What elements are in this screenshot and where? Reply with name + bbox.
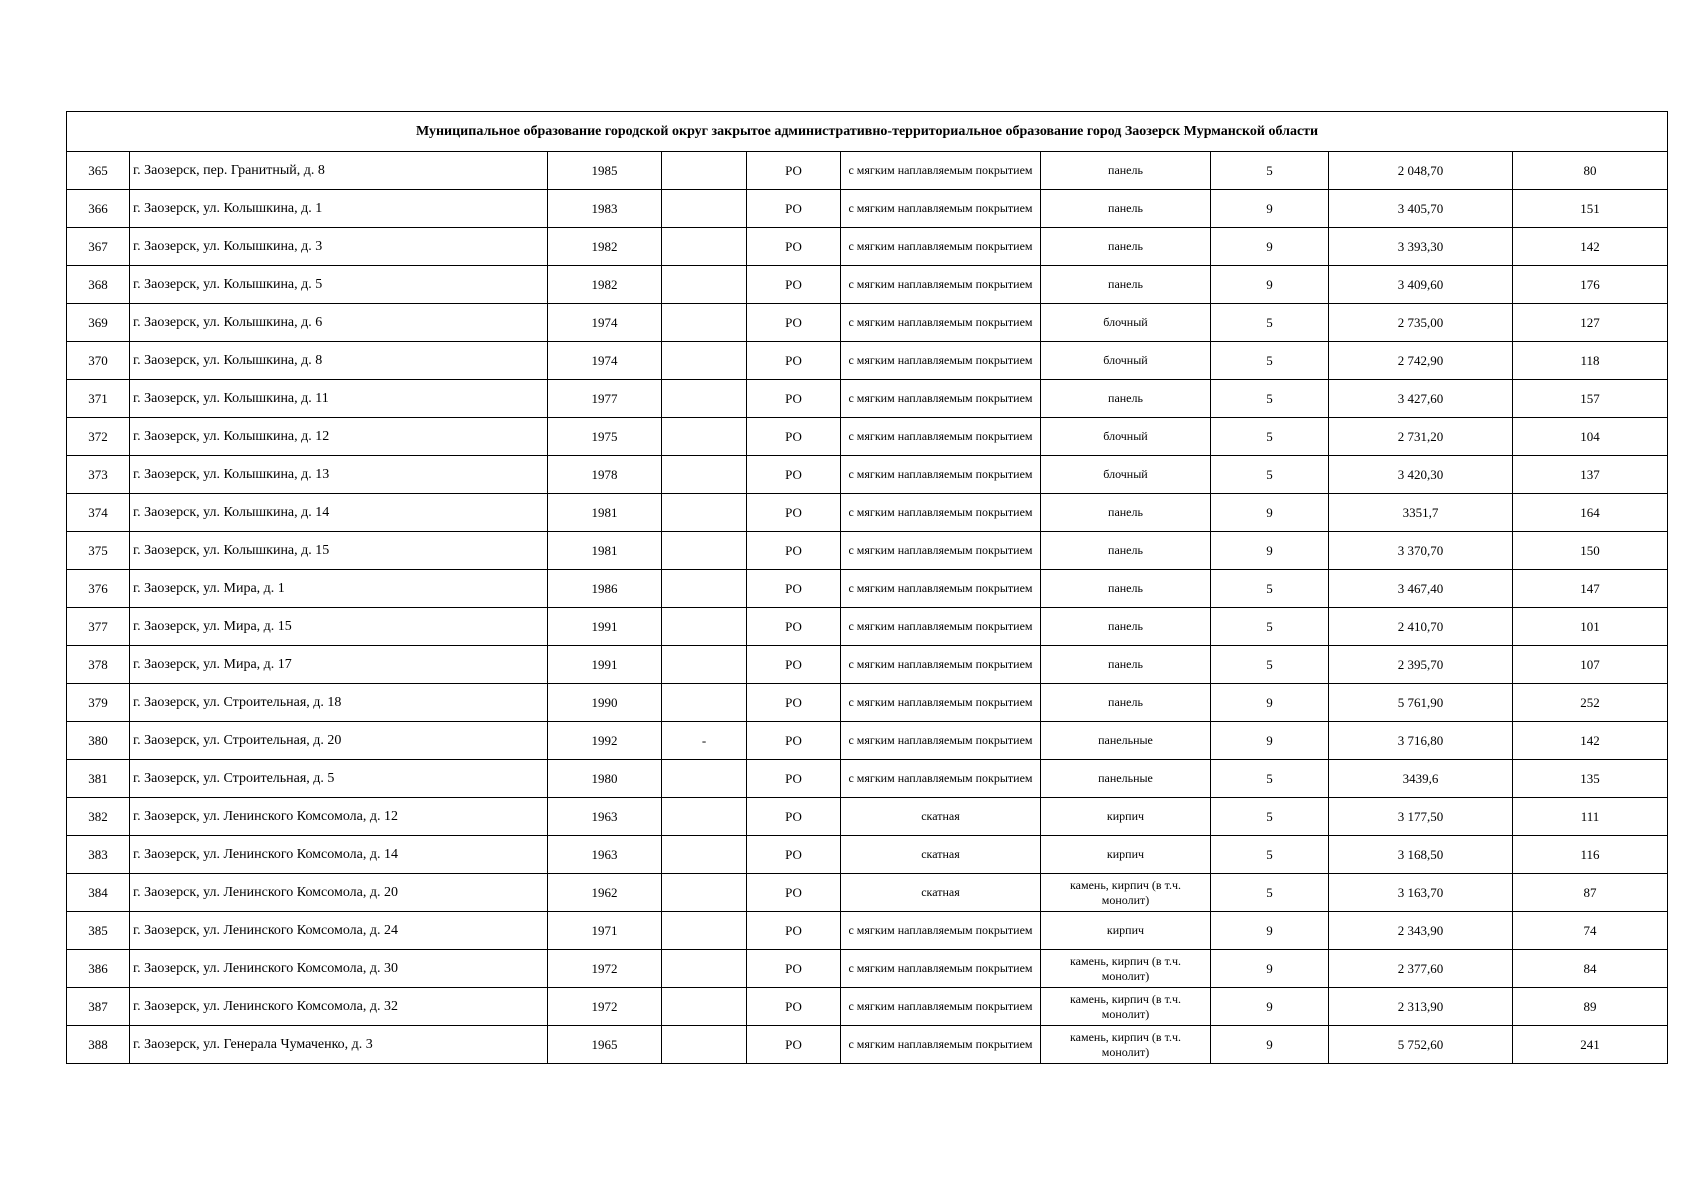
- residents-cell: 87: [1513, 874, 1668, 912]
- address-cell: г. Заозерск, ул. Колышкина, д. 12: [130, 418, 548, 456]
- year-cell: 1975: [548, 418, 662, 456]
- ro-cell: РО: [747, 912, 841, 950]
- table-row: [67, 266, 1668, 304]
- table-row: [67, 304, 1668, 342]
- extra-cell: [662, 988, 747, 1026]
- floors-cell: 5: [1211, 798, 1329, 836]
- year-cell: 1963: [548, 836, 662, 874]
- floors-cell: 9: [1211, 1026, 1329, 1064]
- wall-material-cell: кирпич: [1041, 836, 1211, 874]
- ro-cell: РО: [747, 456, 841, 494]
- address-cell: г. Заозерск, ул. Мира, д. 15: [130, 608, 548, 646]
- residents-cell: 84: [1513, 950, 1668, 988]
- wall-material-cell: панель: [1041, 266, 1211, 304]
- year-cell: 1972: [548, 950, 662, 988]
- ro-cell: РО: [747, 874, 841, 912]
- wall-material-cell: панель: [1041, 152, 1211, 190]
- address-cell: г. Заозерск, ул. Колышкина, д. 6: [130, 304, 548, 342]
- row-number: 369: [67, 304, 130, 342]
- floors-cell: 5: [1211, 152, 1329, 190]
- address-cell: г. Заозерск, ул. Колышкина, д. 15: [130, 532, 548, 570]
- residents-cell: 111: [1513, 798, 1668, 836]
- ro-cell: РО: [747, 1026, 841, 1064]
- row-number: 382: [67, 798, 130, 836]
- area-cell: 3 177,50: [1329, 798, 1513, 836]
- row-number: 384: [67, 874, 130, 912]
- year-cell: 1965: [548, 1026, 662, 1064]
- year-cell: 1981: [548, 532, 662, 570]
- residents-cell: 74: [1513, 912, 1668, 950]
- year-cell: 1991: [548, 608, 662, 646]
- area-cell: 3 163,70: [1329, 874, 1513, 912]
- address-cell: г. Заозерск, ул. Мира, д. 17: [130, 646, 548, 684]
- area-cell: 2 377,60: [1329, 950, 1513, 988]
- row-number: 376: [67, 570, 130, 608]
- table-row: [67, 722, 1668, 760]
- year-cell: 1982: [548, 266, 662, 304]
- extra-cell: [662, 684, 747, 722]
- row-number: 385: [67, 912, 130, 950]
- roof-type-cell: с мягким наплавляемым покрытием: [841, 380, 1041, 418]
- residents-cell: 147: [1513, 570, 1668, 608]
- wall-material-cell: панель: [1041, 684, 1211, 722]
- roof-type-cell: с мягким наплавляемым покрытием: [841, 418, 1041, 456]
- extra-cell: [662, 912, 747, 950]
- row-number: 387: [67, 988, 130, 1026]
- floors-cell: 5: [1211, 304, 1329, 342]
- address-cell: г. Заозерск, ул. Колышкина, д. 14: [130, 494, 548, 532]
- year-cell: 1978: [548, 456, 662, 494]
- residents-cell: 164: [1513, 494, 1668, 532]
- address-cell: г. Заозерск, ул. Ленинского Комсомола, д. 20: [130, 874, 548, 912]
- wall-material-cell: панель: [1041, 646, 1211, 684]
- area-cell: 2 048,70: [1329, 152, 1513, 190]
- residents-cell: 118: [1513, 342, 1668, 380]
- table-row: [67, 456, 1668, 494]
- floors-cell: 5: [1211, 874, 1329, 912]
- residents-cell: 116: [1513, 836, 1668, 874]
- ro-cell: РО: [747, 418, 841, 456]
- wall-material-cell: блочный: [1041, 304, 1211, 342]
- extra-cell: [662, 304, 747, 342]
- area-cell: 3439,6: [1329, 760, 1513, 798]
- ro-cell: РО: [747, 836, 841, 874]
- area-cell: 2 313,90: [1329, 988, 1513, 1026]
- ro-cell: РО: [747, 228, 841, 266]
- year-cell: 1986: [548, 570, 662, 608]
- roof-type-cell: с мягким наплавляемым покрытием: [841, 304, 1041, 342]
- area-cell: 2 343,90: [1329, 912, 1513, 950]
- roof-type-cell: скатная: [841, 836, 1041, 874]
- floors-cell: 5: [1211, 418, 1329, 456]
- extra-cell: [662, 950, 747, 988]
- row-number: 371: [67, 380, 130, 418]
- row-number: 377: [67, 608, 130, 646]
- row-number: 374: [67, 494, 130, 532]
- residents-cell: 157: [1513, 380, 1668, 418]
- roof-type-cell: с мягким наплавляемым покрытием: [841, 532, 1041, 570]
- ro-cell: РО: [747, 988, 841, 1026]
- area-cell: 3351,7: [1329, 494, 1513, 532]
- area-cell: 3 467,40: [1329, 570, 1513, 608]
- area-cell: 2 395,70: [1329, 646, 1513, 684]
- address-cell: г. Заозерск, ул. Колышкина, д. 1: [130, 190, 548, 228]
- extra-cell: [662, 570, 747, 608]
- address-cell: г. Заозерск, ул. Строительная, д. 5: [130, 760, 548, 798]
- ro-cell: РО: [747, 722, 841, 760]
- residents-cell: 142: [1513, 228, 1668, 266]
- row-number: 366: [67, 190, 130, 228]
- roof-type-cell: с мягким наплавляемым покрытием: [841, 722, 1041, 760]
- ro-cell: РО: [747, 532, 841, 570]
- roof-type-cell: с мягким наплавляемым покрытием: [841, 912, 1041, 950]
- row-number: 365: [67, 152, 130, 190]
- residents-cell: 101: [1513, 608, 1668, 646]
- extra-cell: [662, 380, 747, 418]
- address-cell: г. Заозерск, ул. Ленинского Комсомола, д. 30: [130, 950, 548, 988]
- table-row: [67, 874, 1668, 912]
- year-cell: 1981: [548, 494, 662, 532]
- year-cell: 1974: [548, 342, 662, 380]
- row-number: 368: [67, 266, 130, 304]
- extra-cell: [662, 228, 747, 266]
- ro-cell: РО: [747, 760, 841, 798]
- table-row: [67, 570, 1668, 608]
- address-cell: г. Заозерск, ул. Колышкина, д. 8: [130, 342, 548, 380]
- wall-material-cell: камень, кирпич (в т.ч. монолит): [1041, 1026, 1211, 1064]
- table-row: [67, 798, 1668, 836]
- housing-table: [66, 111, 1668, 1064]
- extra-cell: [662, 456, 747, 494]
- year-cell: 1971: [548, 912, 662, 950]
- roof-type-cell: с мягким наплавляемым покрытием: [841, 494, 1041, 532]
- ro-cell: РО: [747, 266, 841, 304]
- wall-material-cell: панель: [1041, 228, 1211, 266]
- extra-cell: [662, 266, 747, 304]
- roof-type-cell: с мягким наплавляемым покрытием: [841, 266, 1041, 304]
- extra-cell: [662, 342, 747, 380]
- residents-cell: 176: [1513, 266, 1668, 304]
- table-row: [67, 684, 1668, 722]
- residents-cell: 80: [1513, 152, 1668, 190]
- wall-material-cell: блочный: [1041, 456, 1211, 494]
- floors-cell: 9: [1211, 722, 1329, 760]
- address-cell: г. Заозерск, ул. Колышкина, д. 11: [130, 380, 548, 418]
- table-row: [67, 228, 1668, 266]
- wall-material-cell: камень, кирпич (в т.ч. монолит): [1041, 874, 1211, 912]
- year-cell: 1992: [548, 722, 662, 760]
- roof-type-cell: скатная: [841, 874, 1041, 912]
- wall-material-cell: панель: [1041, 190, 1211, 228]
- residents-cell: 107: [1513, 646, 1668, 684]
- table-row: [67, 608, 1668, 646]
- row-number: 370: [67, 342, 130, 380]
- year-cell: 1980: [548, 760, 662, 798]
- residents-cell: 241: [1513, 1026, 1668, 1064]
- row-number: 380: [67, 722, 130, 760]
- row-number: 373: [67, 456, 130, 494]
- area-cell: 3 716,80: [1329, 722, 1513, 760]
- wall-material-cell: кирпич: [1041, 798, 1211, 836]
- extra-cell: [662, 798, 747, 836]
- table-title-row: [67, 112, 1668, 152]
- table-row: [67, 760, 1668, 798]
- wall-material-cell: панель: [1041, 570, 1211, 608]
- address-cell: г. Заозерск, ул. Ленинского Комсомола, д. 24: [130, 912, 548, 950]
- table-row: [67, 912, 1668, 950]
- year-cell: 1983: [548, 190, 662, 228]
- ro-cell: РО: [747, 380, 841, 418]
- ro-cell: РО: [747, 152, 841, 190]
- area-cell: 2 410,70: [1329, 608, 1513, 646]
- table-row: [67, 342, 1668, 380]
- ro-cell: РО: [747, 798, 841, 836]
- row-number: 379: [67, 684, 130, 722]
- table-row: [67, 950, 1668, 988]
- address-cell: г. Заозерск, ул. Строительная, д. 20: [130, 722, 548, 760]
- ro-cell: РО: [747, 494, 841, 532]
- year-cell: 1963: [548, 798, 662, 836]
- wall-material-cell: кирпич: [1041, 912, 1211, 950]
- residents-cell: 142: [1513, 722, 1668, 760]
- year-cell: 1972: [548, 988, 662, 1026]
- roof-type-cell: с мягким наплавляемым покрытием: [841, 228, 1041, 266]
- wall-material-cell: панель: [1041, 380, 1211, 418]
- wall-material-cell: камень, кирпич (в т.ч. монолит): [1041, 988, 1211, 1026]
- ro-cell: РО: [747, 190, 841, 228]
- roof-type-cell: с мягким наплавляемым покрытием: [841, 988, 1041, 1026]
- address-cell: г. Заозерск, ул. Ленинского Комсомола, д. 12: [130, 798, 548, 836]
- table-row: [67, 532, 1668, 570]
- extra-cell: [662, 152, 747, 190]
- extra-cell: [662, 190, 747, 228]
- area-cell: 5 761,90: [1329, 684, 1513, 722]
- floors-cell: 5: [1211, 380, 1329, 418]
- row-number: 388: [67, 1026, 130, 1064]
- floors-cell: 5: [1211, 760, 1329, 798]
- roof-type-cell: с мягким наплавляемым покрытием: [841, 950, 1041, 988]
- extra-cell: [662, 646, 747, 684]
- row-number: 378: [67, 646, 130, 684]
- row-number: 383: [67, 836, 130, 874]
- address-cell: г. Заозерск, ул. Ленинского Комсомола, д. 14: [130, 836, 548, 874]
- area-cell: 3 393,30: [1329, 228, 1513, 266]
- roof-type-cell: с мягким наплавляемым покрытием: [841, 608, 1041, 646]
- row-number: 375: [67, 532, 130, 570]
- year-cell: 1977: [548, 380, 662, 418]
- year-cell: 1991: [548, 646, 662, 684]
- wall-material-cell: панель: [1041, 494, 1211, 532]
- year-cell: 1962: [548, 874, 662, 912]
- year-cell: 1974: [548, 304, 662, 342]
- floors-cell: 9: [1211, 494, 1329, 532]
- extra-cell: [662, 1026, 747, 1064]
- roof-type-cell: с мягким наплавляемым покрытием: [841, 646, 1041, 684]
- ro-cell: РО: [747, 570, 841, 608]
- address-cell: г. Заозерск, ул. Колышкина, д. 13: [130, 456, 548, 494]
- wall-material-cell: камень, кирпич (в т.ч. монолит): [1041, 950, 1211, 988]
- table-row: [67, 418, 1668, 456]
- extra-cell: [662, 418, 747, 456]
- residents-cell: 127: [1513, 304, 1668, 342]
- ro-cell: РО: [747, 342, 841, 380]
- table-row: [67, 988, 1668, 1026]
- table-row: [67, 494, 1668, 532]
- table-row: [67, 836, 1668, 874]
- year-cell: 1982: [548, 228, 662, 266]
- floors-cell: 5: [1211, 608, 1329, 646]
- wall-material-cell: панель: [1041, 532, 1211, 570]
- ro-cell: РО: [747, 304, 841, 342]
- area-cell: 5 752,60: [1329, 1026, 1513, 1064]
- table-row: [67, 1026, 1668, 1064]
- floors-cell: 9: [1211, 266, 1329, 304]
- floors-cell: 5: [1211, 646, 1329, 684]
- roof-type-cell: с мягким наплавляемым покрытием: [841, 152, 1041, 190]
- floors-cell: 9: [1211, 228, 1329, 266]
- row-number: 381: [67, 760, 130, 798]
- extra-cell: [662, 532, 747, 570]
- residents-cell: 137: [1513, 456, 1668, 494]
- floors-cell: 5: [1211, 836, 1329, 874]
- address-cell: г. Заозерск, ул. Строительная, д. 18: [130, 684, 548, 722]
- floors-cell: 5: [1211, 570, 1329, 608]
- residents-cell: 151: [1513, 190, 1668, 228]
- area-cell: 3 420,30: [1329, 456, 1513, 494]
- ro-cell: РО: [747, 950, 841, 988]
- table-row: [67, 380, 1668, 418]
- area-cell: 3 405,70: [1329, 190, 1513, 228]
- wall-material-cell: панельные: [1041, 760, 1211, 798]
- address-cell: г. Заозерск, пер. Гранитный, д. 8: [130, 152, 548, 190]
- residents-cell: 252: [1513, 684, 1668, 722]
- extra-cell: [662, 494, 747, 532]
- document-page: [66, 111, 1667, 1064]
- ro-cell: РО: [747, 608, 841, 646]
- extra-cell: [662, 760, 747, 798]
- floors-cell: 9: [1211, 912, 1329, 950]
- floors-cell: 9: [1211, 190, 1329, 228]
- floors-cell: 9: [1211, 988, 1329, 1026]
- extra-cell: -: [662, 722, 747, 760]
- address-cell: г. Заозерск, ул. Мира, д. 1: [130, 570, 548, 608]
- ro-cell: РО: [747, 684, 841, 722]
- wall-material-cell: блочный: [1041, 418, 1211, 456]
- area-cell: 3 370,70: [1329, 532, 1513, 570]
- year-cell: 1990: [548, 684, 662, 722]
- ro-cell: РО: [747, 646, 841, 684]
- table-title: Муниципальное образование городской округ закрытое административно-территориальное образование город Заозерск Мурманской области: [67, 112, 1668, 152]
- floors-cell: 9: [1211, 684, 1329, 722]
- residents-cell: 89: [1513, 988, 1668, 1026]
- roof-type-cell: с мягким наплавляемым покрытием: [841, 684, 1041, 722]
- extra-cell: [662, 874, 747, 912]
- wall-material-cell: панель: [1041, 608, 1211, 646]
- roof-type-cell: с мягким наплавляемым покрытием: [841, 456, 1041, 494]
- table-row: [67, 190, 1668, 228]
- residents-cell: 135: [1513, 760, 1668, 798]
- extra-cell: [662, 608, 747, 646]
- roof-type-cell: с мягким наплавляемым покрытием: [841, 342, 1041, 380]
- roof-type-cell: с мягким наплавляемым покрытием: [841, 1026, 1041, 1064]
- address-cell: г. Заозерск, ул. Ленинского Комсомола, д. 32: [130, 988, 548, 1026]
- area-cell: 2 731,20: [1329, 418, 1513, 456]
- table-row: [67, 152, 1668, 190]
- floors-cell: 9: [1211, 950, 1329, 988]
- extra-cell: [662, 836, 747, 874]
- row-number: 386: [67, 950, 130, 988]
- year-cell: 1985: [548, 152, 662, 190]
- area-cell: 3 168,50: [1329, 836, 1513, 874]
- roof-type-cell: скатная: [841, 798, 1041, 836]
- table-row: [67, 646, 1668, 684]
- address-cell: г. Заозерск, ул. Колышкина, д. 3: [130, 228, 548, 266]
- row-number: 372: [67, 418, 130, 456]
- area-cell: 3 427,60: [1329, 380, 1513, 418]
- floors-cell: 5: [1211, 342, 1329, 380]
- area-cell: 2 735,00: [1329, 304, 1513, 342]
- residents-cell: 104: [1513, 418, 1668, 456]
- wall-material-cell: блочный: [1041, 342, 1211, 380]
- roof-type-cell: с мягким наплавляемым покрытием: [841, 570, 1041, 608]
- address-cell: г. Заозерск, ул. Генерала Чумаченко, д. 3: [130, 1026, 548, 1064]
- floors-cell: 9: [1211, 532, 1329, 570]
- residents-cell: 150: [1513, 532, 1668, 570]
- address-cell: г. Заозерск, ул. Колышкина, д. 5: [130, 266, 548, 304]
- floors-cell: 5: [1211, 456, 1329, 494]
- wall-material-cell: панельные: [1041, 722, 1211, 760]
- area-cell: 3 409,60: [1329, 266, 1513, 304]
- area-cell: 2 742,90: [1329, 342, 1513, 380]
- roof-type-cell: с мягким наплавляемым покрытием: [841, 190, 1041, 228]
- roof-type-cell: с мягким наплавляемым покрытием: [841, 760, 1041, 798]
- row-number: 367: [67, 228, 130, 266]
